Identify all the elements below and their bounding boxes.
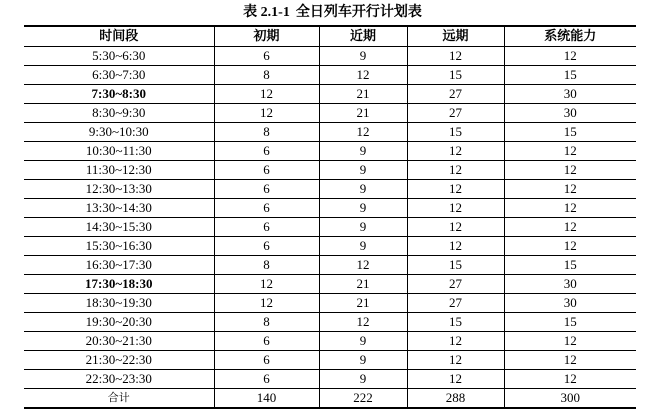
cell-far: 27 <box>407 103 504 122</box>
cell-capacity: 30 <box>504 103 636 122</box>
cell-period: 15:30~16:30 <box>24 236 214 255</box>
cell-far: 12 <box>407 217 504 236</box>
cell-period: 13:30~14:30 <box>24 198 214 217</box>
table-row <box>24 198 636 217</box>
table-row <box>24 46 636 65</box>
header-far: 远期 <box>407 26 504 46</box>
cell-far: 15 <box>407 255 504 274</box>
table-row <box>24 160 636 179</box>
cell-early: 8 <box>214 122 319 141</box>
cell-period: 7:30~8:30 <box>24 84 214 103</box>
cell-near: 9 <box>319 160 407 179</box>
cell-far: 12 <box>407 179 504 198</box>
cell-far: 27 <box>407 84 504 103</box>
cell-near: 9 <box>319 46 407 65</box>
cell-far: 27 <box>407 293 504 312</box>
cell-early: 8 <box>214 312 319 331</box>
cell-capacity: 15 <box>504 255 636 274</box>
total-far: 288 <box>407 388 504 408</box>
cell-early: 6 <box>214 198 319 217</box>
cell-capacity: 12 <box>504 350 636 369</box>
table-row <box>24 350 636 369</box>
cell-capacity: 12 <box>504 236 636 255</box>
cell-far: 12 <box>407 46 504 65</box>
cell-far: 12 <box>407 198 504 217</box>
cell-period: 5:30~6:30 <box>24 46 214 65</box>
cell-capacity: 15 <box>504 65 636 84</box>
cell-near: 9 <box>319 179 407 198</box>
cell-capacity: 12 <box>504 369 636 388</box>
cell-near: 9 <box>319 331 407 350</box>
cell-early: 6 <box>214 141 319 160</box>
table-caption <box>0 2 665 24</box>
table-row <box>24 293 636 312</box>
cell-far: 15 <box>407 65 504 84</box>
cell-capacity: 30 <box>504 274 636 293</box>
cell-period: 9:30~10:30 <box>24 122 214 141</box>
cell-capacity: 12 <box>504 331 636 350</box>
cell-period: 18:30~19:30 <box>24 293 214 312</box>
cell-far: 12 <box>407 369 504 388</box>
total-early: 140 <box>214 388 319 408</box>
table-header <box>24 26 636 46</box>
cell-near: 12 <box>319 122 407 141</box>
cell-far: 27 <box>407 274 504 293</box>
cell-near: 21 <box>319 84 407 103</box>
cell-capacity: 30 <box>504 84 636 103</box>
cell-period: 17:30~18:30 <box>24 274 214 293</box>
cell-capacity: 15 <box>504 312 636 331</box>
cell-far: 15 <box>407 122 504 141</box>
table-body <box>24 46 636 408</box>
cell-early: 6 <box>214 217 319 236</box>
table-row <box>24 84 636 103</box>
cell-early: 6 <box>214 331 319 350</box>
train-schedule-table <box>24 25 636 409</box>
cell-capacity: 15 <box>504 122 636 141</box>
table-row <box>24 217 636 236</box>
table-row <box>24 369 636 388</box>
cell-near: 21 <box>319 103 407 122</box>
cell-period: 8:30~9:30 <box>24 103 214 122</box>
cell-near: 21 <box>319 293 407 312</box>
cell-near: 9 <box>319 350 407 369</box>
cell-early: 6 <box>214 160 319 179</box>
cell-near: 9 <box>319 198 407 217</box>
cell-early: 12 <box>214 103 319 122</box>
cell-period: 10:30~11:30 <box>24 141 214 160</box>
table-row <box>24 255 636 274</box>
table-row <box>24 103 636 122</box>
table-title: 全日列车开行计划表 <box>295 5 422 20</box>
cell-near: 12 <box>319 312 407 331</box>
cell-period: 11:30~12:30 <box>24 160 214 179</box>
header-early: 初期 <box>214 26 319 46</box>
cell-early: 8 <box>214 65 319 84</box>
table-row <box>24 236 636 255</box>
cell-early: 12 <box>214 274 319 293</box>
cell-far: 12 <box>407 160 504 179</box>
cell-early: 6 <box>214 179 319 198</box>
cell-near: 21 <box>319 274 407 293</box>
cell-capacity: 30 <box>504 293 636 312</box>
header-capacity: 系统能力 <box>504 26 636 46</box>
cell-near: 9 <box>319 236 407 255</box>
cell-near: 9 <box>319 369 407 388</box>
cell-early: 6 <box>214 369 319 388</box>
cell-early: 6 <box>214 236 319 255</box>
cell-period: 22:30~23:30 <box>24 369 214 388</box>
cell-capacity: 12 <box>504 198 636 217</box>
table-row <box>24 274 636 293</box>
table-row <box>24 179 636 198</box>
table-row <box>24 312 636 331</box>
cell-near: 12 <box>319 65 407 84</box>
table-row <box>24 141 636 160</box>
header-row <box>24 26 636 46</box>
header-period: 时间段 <box>24 26 214 46</box>
cell-near: 9 <box>319 217 407 236</box>
cell-period: 20:30~21:30 <box>24 331 214 350</box>
cell-early: 12 <box>214 84 319 103</box>
cell-capacity: 12 <box>504 46 636 65</box>
cell-capacity: 12 <box>504 160 636 179</box>
total-label: 合计 <box>24 388 214 408</box>
table-number: 表 2.1-1 <box>243 5 290 20</box>
cell-near: 12 <box>319 255 407 274</box>
cell-early: 8 <box>214 255 319 274</box>
cell-period: 16:30~17:30 <box>24 255 214 274</box>
total-near: 222 <box>319 388 407 408</box>
cell-early: 6 <box>214 350 319 369</box>
cell-far: 12 <box>407 141 504 160</box>
header-near: 近期 <box>319 26 407 46</box>
cell-far: 12 <box>407 331 504 350</box>
total-capacity: 300 <box>504 388 636 408</box>
table-row <box>24 331 636 350</box>
cell-period: 12:30~13:30 <box>24 179 214 198</box>
table-row <box>24 122 636 141</box>
cell-far: 15 <box>407 312 504 331</box>
cell-period: 19:30~20:30 <box>24 312 214 331</box>
total-row <box>24 388 636 408</box>
cell-near: 9 <box>319 141 407 160</box>
cell-capacity: 12 <box>504 179 636 198</box>
cell-early: 12 <box>214 293 319 312</box>
cell-capacity: 12 <box>504 217 636 236</box>
cell-period: 6:30~7:30 <box>24 65 214 84</box>
table-row <box>24 65 636 84</box>
cell-far: 12 <box>407 236 504 255</box>
cell-period: 21:30~22:30 <box>24 350 214 369</box>
cell-far: 12 <box>407 350 504 369</box>
cell-capacity: 12 <box>504 141 636 160</box>
cell-period: 14:30~15:30 <box>24 217 214 236</box>
cell-early: 6 <box>214 46 319 65</box>
